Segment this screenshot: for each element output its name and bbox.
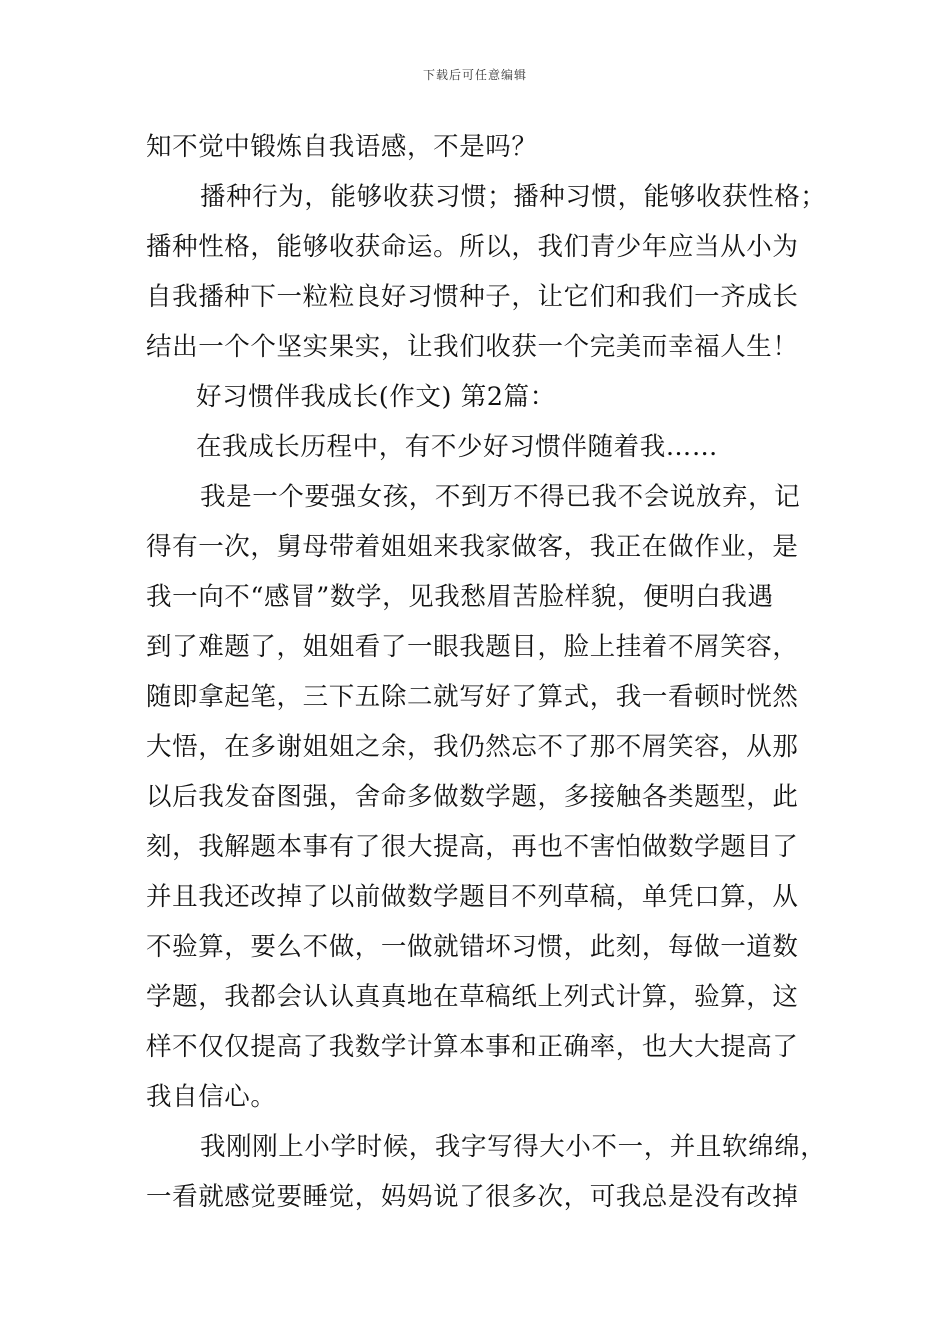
text-line: 并且我还改掉了以前做数学题目不列草稿，单凭口算，从	[146, 882, 799, 912]
text-line: 自我播种下一粒粒良好习惯种子，让它们和我们一齐成长	[146, 282, 799, 312]
text-line: 知不觉中锻炼自我语感，不是吗？	[146, 132, 538, 162]
text-line: 我一向不“感冒”数学，见我愁眉苦脸样貌，便明白我遇	[146, 582, 774, 612]
text-line: 播种行为，能够收获习惯；播种习惯，能够收获性格；	[200, 182, 827, 212]
text-line: 好习惯伴我成长(作文) 第2篇：	[196, 382, 556, 412]
text-line: 播种性格，能够收获命运。所以，我们青少年应当从小为	[146, 232, 799, 262]
text-line: 不验算，要么不做，一做就错坏习惯，此刻，每做一道数	[146, 932, 799, 962]
text-line: 样不仅仅提高了我数学计算本事和正确率，也大大提高了	[146, 1032, 799, 1062]
text-line: 到了难题了，姐姐看了一眼我题目，脸上挂着不屑笑容，	[146, 632, 799, 662]
text-line: 结出一个个坚实果实，让我们收获一个完美而幸福人生！	[146, 332, 799, 362]
text-line: 我自信心。	[146, 1082, 277, 1112]
text-line: 随即拿起笔，三下五除二就写好了算式，我一看顿时恍然	[146, 682, 799, 712]
text-line: 我是一个要强女孩，不到万不得已我不会说放弃，记	[200, 482, 801, 512]
document-body	[146, 122, 826, 1222]
text-line: 得有一次，舅母带着姐姐来我家做客，我正在做作业，是	[146, 532, 799, 562]
page-header: 下载后可任意编辑	[422, 68, 527, 82]
text-line: 在我成长历程中，有不少好习惯伴随着我……	[196, 432, 719, 462]
text-line: 以后我发奋图强，舍命多做数学题，多接触各类题型，此	[146, 782, 799, 812]
text-line: 大悟，在多谢姐姐之余，我仍然忘不了那不屑笑容，从那	[146, 732, 799, 762]
text-line: 一看就感觉要睡觉，妈妈说了很多次，可我总是没有改掉	[146, 1182, 799, 1212]
text-line: 我刚刚上小学时候，我字写得大小不一，并且软绵绵，	[200, 1132, 827, 1162]
text-line: 刻，我解题本事有了很大提高，再也不害怕做数学题目了	[146, 832, 799, 862]
text-line: 学题，我都会认认真真地在草稿纸上列式计算，验算，这	[146, 982, 799, 1012]
